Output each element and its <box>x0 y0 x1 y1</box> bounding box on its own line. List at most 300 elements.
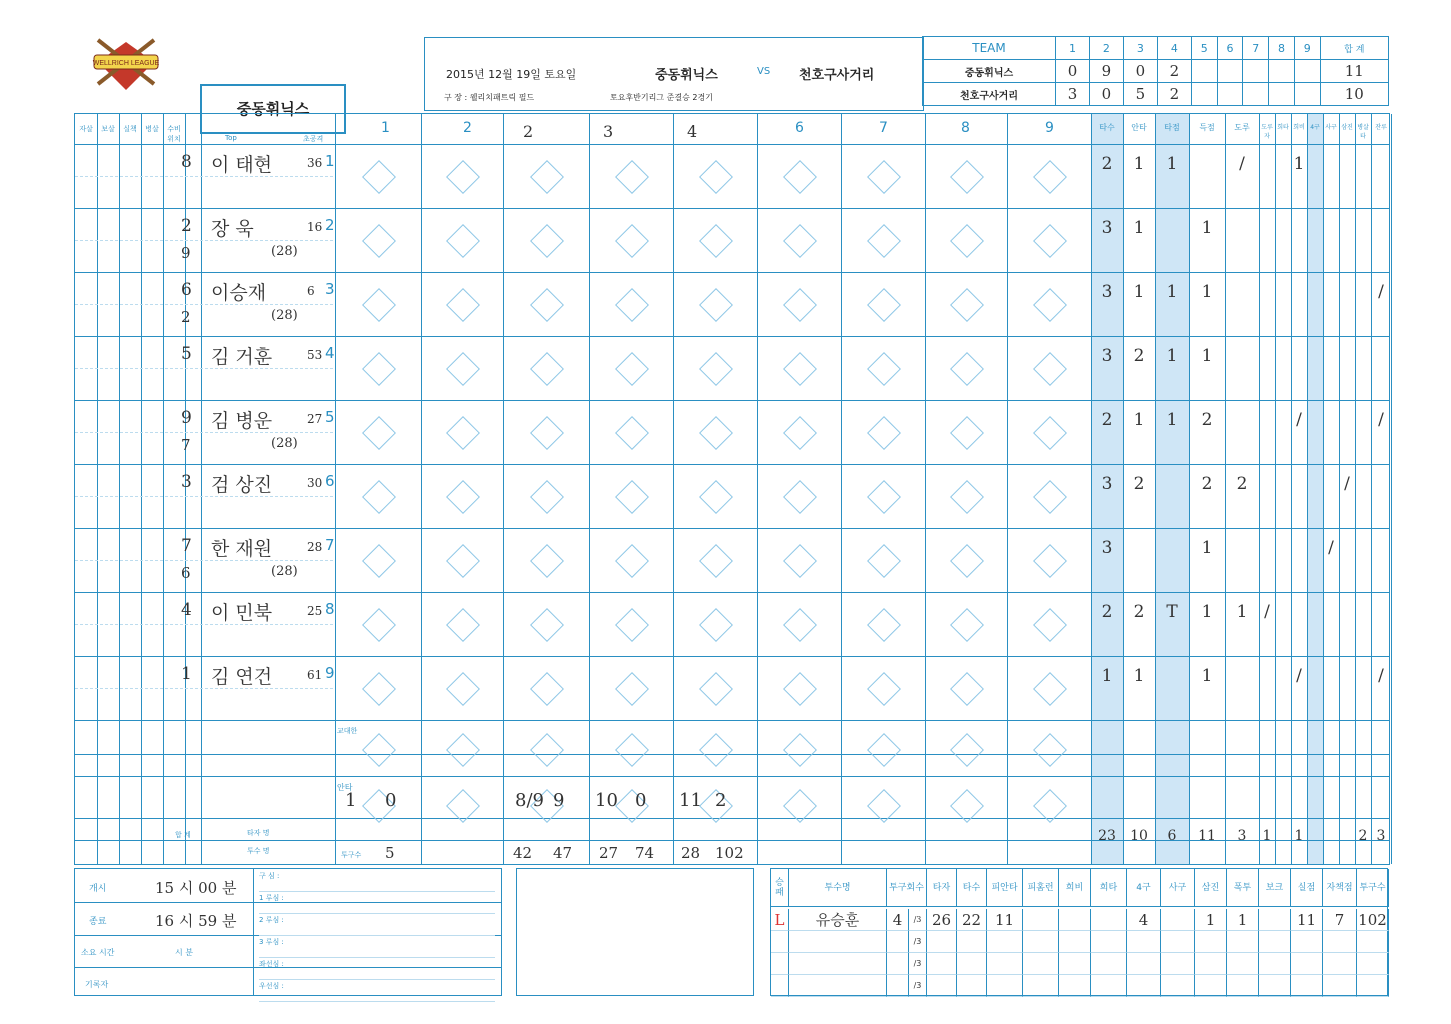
grid-vline <box>201 114 202 864</box>
base-diamond <box>362 416 396 450</box>
batting-order-slot: 8 <box>325 600 335 618</box>
base-diamond <box>699 672 733 706</box>
linescore-run: 2 <box>1157 60 1191 83</box>
pitching-header: 승패 <box>771 869 789 907</box>
linescore-run <box>1294 83 1320 106</box>
inning-header: 2 <box>463 120 472 136</box>
base-diamond <box>867 733 901 767</box>
pitching-header: 자책점 <box>1323 869 1357 907</box>
pitching-cell <box>1227 931 1259 953</box>
linescore-team: 천호구사거리 <box>923 83 1056 106</box>
base-diamond <box>699 608 733 642</box>
base-diamond <box>950 160 984 194</box>
stat-header: 희타 <box>1277 124 1289 131</box>
pitch-total: 5 <box>385 844 395 862</box>
grid-vline <box>841 114 842 864</box>
pitching-header: 피홈런 <box>1023 869 1059 907</box>
base-diamond <box>615 160 649 194</box>
start-time: 15 시 00 분 <box>155 879 237 897</box>
batting-stat: 3 <box>1101 218 1113 238</box>
base-diamond <box>362 733 396 767</box>
base-diamond <box>950 416 984 450</box>
pitching-cell <box>1127 953 1161 975</box>
base-diamond <box>950 544 984 578</box>
stat-total: 6 <box>1167 828 1177 844</box>
base-diamond <box>530 733 564 767</box>
linescore-run: 0 <box>1056 60 1090 83</box>
grid-hline <box>75 144 1389 145</box>
pitching-cell <box>887 975 909 997</box>
grid-subline <box>75 688 333 689</box>
player-number: 30 <box>307 476 323 490</box>
pitching-cell: /3 <box>909 975 927 997</box>
base-diamond <box>950 288 984 322</box>
notes-box <box>516 868 754 996</box>
base-diamond <box>783 544 817 578</box>
pitching-cell <box>1227 975 1259 997</box>
hits-by-inning: 2 <box>715 790 727 811</box>
base-diamond <box>1033 352 1067 386</box>
grid-hline <box>75 754 1389 755</box>
pitching-cell: 1 <box>1195 909 1227 931</box>
pitching-cell <box>957 975 987 997</box>
batting-stat: 2 <box>1133 474 1145 494</box>
grid-vline <box>1007 114 1008 864</box>
base-diamond <box>530 416 564 450</box>
base-diamond <box>446 352 480 386</box>
hits-by-inning: 11 <box>679 790 702 811</box>
pitching-cell: 102 <box>1357 909 1389 931</box>
stat-total: 1 <box>1294 828 1304 844</box>
pitching-cell: 4 <box>887 909 909 931</box>
batting-stat: 2 <box>1201 410 1213 430</box>
grid-vline <box>1259 114 1260 864</box>
grid-hline <box>75 464 1389 465</box>
grid-hline <box>75 592 1389 593</box>
pitching-cell <box>927 931 957 953</box>
pitching-cell <box>789 975 887 997</box>
venue <box>444 92 534 103</box>
linescore-run <box>1191 83 1217 106</box>
grid-hline <box>75 818 1389 819</box>
pitching-header: 삼진 <box>1195 869 1227 907</box>
inning-2-header: 2 <box>1089 37 1123 60</box>
base-diamond <box>615 733 649 767</box>
stat-header: 4구 <box>1310 124 1320 131</box>
venue-label: 구 장 : <box>444 93 468 102</box>
player-name: 이 민북 <box>211 602 273 624</box>
base-diamond <box>867 352 901 386</box>
pitch-total: 28 <box>681 844 701 862</box>
pitching-cell <box>1023 953 1059 975</box>
base-diamond <box>362 352 396 386</box>
base-diamond <box>699 224 733 258</box>
pitching-cell <box>771 953 789 975</box>
linescore-run <box>1191 60 1217 83</box>
batting-stat: / <box>1344 474 1350 494</box>
batting-stat: 1 <box>1201 602 1213 622</box>
fielding-position-sub: 6 <box>181 564 191 582</box>
base-diamond <box>446 608 480 642</box>
linescore-run <box>1243 83 1269 106</box>
fielding-position-sub: 7 <box>181 436 191 454</box>
linescore-run: 9 <box>1089 60 1123 83</box>
base-diamond <box>783 224 817 258</box>
batting-stat: 1 <box>1236 602 1248 622</box>
base-diamond <box>446 480 480 514</box>
pitching-header: 타자 <box>927 869 957 907</box>
duration-value: 시 분 <box>175 948 193 957</box>
linescore-total: 11 <box>1320 60 1388 83</box>
base-diamond <box>699 288 733 322</box>
totals-label: 합 계 <box>175 831 191 839</box>
base-diamond <box>446 288 480 322</box>
base-diamond <box>615 608 649 642</box>
stat-header: 득점 <box>1199 123 1215 132</box>
pitch-total: 47 <box>553 844 573 862</box>
grid-vline <box>1307 114 1308 864</box>
batting-stat: 1 <box>1166 282 1178 302</box>
player-name: 장 욱 <box>211 218 254 240</box>
linescore-run <box>1269 60 1295 83</box>
fielding-position-sub: 2 <box>181 308 191 326</box>
fielding-position: 1 <box>181 664 192 684</box>
base-diamond <box>1033 160 1067 194</box>
pitching-cell <box>1091 931 1127 953</box>
player-name: 이 태현 <box>211 154 273 176</box>
pitching-cell <box>1127 975 1161 997</box>
base-diamond <box>783 733 817 767</box>
pitching-cell <box>987 975 1023 997</box>
top-label: Top <box>225 134 237 142</box>
base-diamond <box>530 352 564 386</box>
grid-vline <box>1155 114 1156 864</box>
pitching-cell <box>987 931 1023 953</box>
stat-header: 안타 <box>1131 123 1147 132</box>
pitchers-label: 투수 명 <box>247 847 270 855</box>
player-number: 25 <box>307 604 323 618</box>
pitching-cell <box>1023 975 1059 997</box>
linescore-run: 3 <box>1056 83 1090 106</box>
pitching-cell: /3 <box>909 909 927 931</box>
stat-header: 삼진 <box>1341 124 1353 131</box>
base-diamond <box>615 224 649 258</box>
batting-stat: 1 <box>1166 410 1178 430</box>
inning-6-header: 6 <box>1217 37 1243 60</box>
fielding-position: 7 <box>181 536 192 556</box>
stat-total: 23 <box>1098 828 1116 844</box>
base-diamond <box>783 608 817 642</box>
pitching-cell <box>1195 931 1227 953</box>
player-name: 김 연건 <box>211 666 273 688</box>
batting-order-slot: 9 <box>325 664 335 682</box>
linescore-run: 5 <box>1123 83 1157 106</box>
linescore-row-home <box>923 83 1389 106</box>
linescore-run <box>1217 60 1243 83</box>
pitch-total: 74 <box>635 844 655 862</box>
pitching-header: 투수명 <box>789 869 887 907</box>
pitching-cell: 26 <box>927 909 957 931</box>
base-diamond <box>530 544 564 578</box>
inning-header: 8 <box>961 120 970 136</box>
stat-column-shade <box>1307 114 1323 864</box>
base-diamond <box>1033 416 1067 450</box>
hits-by-inning: 10 <box>595 790 618 811</box>
game-date: 2015년 12월 19일 토요일 <box>446 68 577 81</box>
pitching-cell <box>1291 931 1323 953</box>
batting-stat: 2 <box>1133 602 1145 622</box>
end-label: 종료 <box>89 917 107 927</box>
base-diamond <box>699 733 733 767</box>
base-diamond <box>615 672 649 706</box>
hits-by-inning: 0 <box>635 790 647 811</box>
fielding-position-sub: 9 <box>181 244 191 262</box>
base-diamond <box>362 288 396 322</box>
base-diamond <box>950 352 984 386</box>
game-time-box <box>74 868 502 996</box>
pitching-cell <box>1291 975 1323 997</box>
inning-header: 9 <box>1045 120 1054 136</box>
grid-subline <box>75 496 333 497</box>
umpire-label: 2 루심 : <box>259 915 495 936</box>
player-name: 김 거훈 <box>211 346 273 368</box>
batting-stat: 1 <box>1133 666 1145 686</box>
pitching-cell <box>1059 909 1091 931</box>
batters-label: 타자 명 <box>247 829 270 837</box>
inning-8-header: 8 <box>1269 37 1295 60</box>
pitching-header: 희비 <box>1059 869 1091 907</box>
pitching-cell <box>1259 975 1291 997</box>
grid-subline <box>75 240 333 241</box>
pitching-cell <box>1091 975 1127 997</box>
stat-header: 타점 <box>1164 123 1180 132</box>
base-diamond <box>446 544 480 578</box>
pitching-cell <box>1357 931 1389 953</box>
grid-hline <box>75 400 1389 401</box>
inning-3-header: 3 <box>1123 37 1157 60</box>
left-column-header: 실책 <box>123 125 137 133</box>
base-diamond <box>699 160 733 194</box>
batting-stat: 2 <box>1133 346 1145 366</box>
pitching-header: 투구회수 <box>887 869 927 907</box>
pitching-cell <box>1291 953 1323 975</box>
player-number: 53 <box>307 348 323 362</box>
batting-order-slot: 6 <box>325 472 335 490</box>
grid-subline <box>75 176 333 177</box>
umpire-label: 1 루심 : <box>259 893 495 914</box>
pitching-cell <box>1059 953 1091 975</box>
pitching-header: 투구수 <box>1357 869 1389 907</box>
grid-vline <box>1275 114 1276 864</box>
batting-stat: / <box>1378 410 1384 430</box>
player-number: 36 <box>307 156 323 170</box>
umpire-label: 좌선심 : <box>259 959 495 980</box>
linescore-run <box>1294 60 1320 83</box>
batting-stat: 3 <box>1101 346 1113 366</box>
pitching-cell <box>1259 931 1291 953</box>
left-column-header: 병살 <box>145 125 159 133</box>
pitching-header: 타수 <box>957 869 987 907</box>
base-diamond <box>1033 544 1067 578</box>
base-diamond <box>530 480 564 514</box>
pitching-cell <box>1227 953 1259 975</box>
grid-vline <box>589 114 590 864</box>
pitching-header: 폭투 <box>1227 869 1259 907</box>
base-diamond <box>362 608 396 642</box>
left-column-header: 수비 위치 <box>167 125 181 143</box>
pitching-cell <box>1195 975 1227 997</box>
base-diamond <box>530 672 564 706</box>
player-sub-note: (28) <box>271 244 298 259</box>
player-number: 61 <box>307 668 323 682</box>
base-diamond <box>530 224 564 258</box>
batting-order-slot: 5 <box>325 408 335 426</box>
base-diamond <box>867 672 901 706</box>
pitching-cell <box>1059 975 1091 997</box>
grid-subline <box>75 432 333 433</box>
base-diamond <box>615 416 649 450</box>
base-diamond <box>446 733 480 767</box>
base-diamond <box>783 416 817 450</box>
pitching-cell: 22 <box>957 909 987 931</box>
batting-stat: 2 <box>1101 602 1113 622</box>
inning-9-header: 9 <box>1294 37 1320 60</box>
inning-header: 6 <box>795 120 804 136</box>
pitch-total: 42 <box>513 844 533 862</box>
stat-header: 도루자 <box>1261 124 1273 140</box>
batting-stat: 1 <box>1201 538 1213 558</box>
linescore-run <box>1269 83 1295 106</box>
fielding-position: 3 <box>181 472 192 492</box>
batting-stat: 1 <box>1133 282 1145 302</box>
substitution-label: 교대한 <box>337 727 358 735</box>
batting-stat: 1 <box>1101 666 1113 686</box>
grid-hline <box>75 776 1389 777</box>
base-diamond <box>615 352 649 386</box>
base-diamond <box>950 480 984 514</box>
base-diamond <box>950 224 984 258</box>
grid-vline <box>119 114 120 864</box>
base-diamond <box>867 544 901 578</box>
pitching-cell <box>771 931 789 953</box>
base-diamond <box>1033 672 1067 706</box>
batting-stat: 1 <box>1201 666 1213 686</box>
grid-vline <box>1291 114 1292 864</box>
vs-label: VS <box>757 66 771 77</box>
pitching-cell: 1 <box>1227 909 1259 931</box>
pitching-cell <box>1161 953 1195 975</box>
grid-vline <box>1355 114 1356 864</box>
pitching-cell <box>887 931 909 953</box>
base-diamond <box>362 672 396 706</box>
player-sub-note: (28) <box>271 564 298 579</box>
pitch-count-label: 투구수 <box>341 851 362 859</box>
base-diamond <box>950 733 984 767</box>
batting-stat: / <box>1378 282 1384 302</box>
pitching-cell: 4 <box>1127 909 1161 931</box>
duration-label: 소요 시간 <box>81 948 115 957</box>
grid-vline <box>925 114 926 864</box>
player-name: 김 병운 <box>211 410 273 432</box>
base-diamond <box>446 672 480 706</box>
batting-stat: T <box>1166 602 1178 622</box>
grid-vline <box>1371 114 1372 864</box>
pitching-cell: 유승훈 <box>789 909 887 931</box>
stat-total: 3 <box>1237 828 1247 844</box>
base-diamond <box>699 352 733 386</box>
pitching-cell <box>957 953 987 975</box>
base-diamond <box>783 480 817 514</box>
stat-header: 도루 <box>1234 123 1250 132</box>
grid-vline <box>673 114 674 864</box>
pitching-cell <box>1259 909 1291 931</box>
pitching-cell <box>789 931 887 953</box>
inning-header-hand: 4 <box>687 122 698 141</box>
left-column-header: 보살 <box>101 125 115 133</box>
batting-stat: 2 <box>1101 410 1113 430</box>
umpire-label: 우선심 : <box>259 981 495 1002</box>
pitching-cell <box>1195 953 1227 975</box>
batting-order-slot: 2 <box>325 216 335 234</box>
player-sub-note: (28) <box>271 308 298 323</box>
pitching-header: 사구 <box>1161 869 1195 907</box>
batting-stat: 2 <box>1201 474 1213 494</box>
inning-5-header: 5 <box>1191 37 1217 60</box>
inning-4-header: 4 <box>1157 37 1191 60</box>
grid-subline <box>75 368 333 369</box>
pitch-total: 27 <box>599 844 619 862</box>
pitching-header: 희타 <box>1091 869 1127 907</box>
hits-label: 안타 <box>337 783 353 792</box>
inning-1-header: 1 <box>1056 37 1090 60</box>
pitching-cell <box>927 953 957 975</box>
player-sub-note: (28) <box>271 436 298 451</box>
stat-total: 10 <box>1130 828 1148 844</box>
half-inning-label: 초공격 <box>303 135 324 143</box>
linescore-team: 중동휘닉스 <box>923 60 1056 83</box>
pitching-cell <box>1323 953 1357 975</box>
base-diamond <box>783 160 817 194</box>
player-number: 6 <box>307 284 315 298</box>
player-name: 검 상진 <box>211 474 273 496</box>
pitching-cell <box>887 953 909 975</box>
batting-stat: 1 <box>1201 346 1213 366</box>
hits-by-inning: 1 <box>345 790 357 811</box>
base-diamond <box>1033 224 1067 258</box>
grid-hline <box>75 336 1389 337</box>
base-diamond <box>1033 288 1067 322</box>
stat-column-shade <box>1155 114 1189 864</box>
player-number: 28 <box>307 540 323 554</box>
pitching-cell <box>1323 975 1357 997</box>
grid-subline <box>75 560 333 561</box>
stat-total: 11 <box>1198 828 1216 844</box>
grid-vline <box>163 114 164 864</box>
fielding-position: 5 <box>181 344 192 364</box>
stat-total: 1 <box>1262 828 1272 844</box>
linescore-row-away <box>923 60 1389 83</box>
pitching-cell: /3 <box>909 953 927 975</box>
batting-stat: / <box>1378 666 1384 686</box>
pitching-cell <box>1161 909 1195 931</box>
umpire-label: 3 루심 : <box>259 937 495 958</box>
grid-hline <box>75 720 1389 721</box>
base-diamond <box>867 224 901 258</box>
scorecard-grid <box>74 113 1390 865</box>
inning-header: 1 <box>381 120 390 136</box>
pitching-cell <box>771 975 789 997</box>
stat-header: 병살타 <box>1357 124 1369 140</box>
